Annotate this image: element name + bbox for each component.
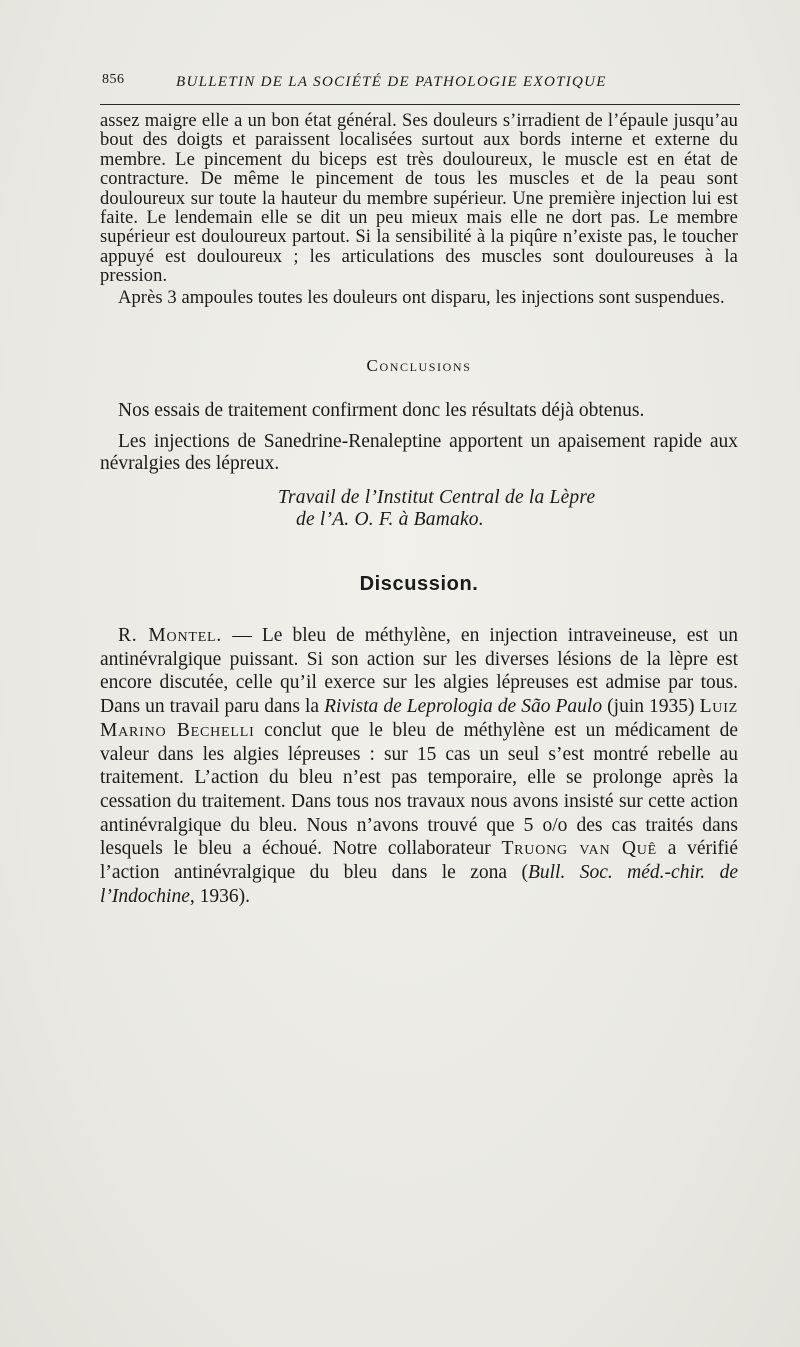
text-segment: (juin 1935) <box>602 696 700 718</box>
author-name: Truong van Quê <box>501 838 658 860</box>
section-heading-conclusions: Conclusions <box>366 356 472 376</box>
text-segment: conclut que le bleu de méthylène est un médicament de valeur dans les algies lépreuses : sur 15 cas un seul s’est montré rebelle au traitement. L’action du bleu n’est pas temporaire, elle se prolonge après la cessation du traitement. Dans tous nos travaux nous avons insisté sur cette action antinévralgique du bleu. Nous n’avons trouvé que 5 o/o des cas traités dans lesquels le bleu a échoué. Notre collaborateur <box>100 719 738 860</box>
section-heading-discussion: Discussion. <box>359 573 479 596</box>
author-name: Luiz Marino Bechelli <box>100 696 739 741</box>
page-number: 856 <box>102 72 125 87</box>
institution-signature <box>100 487 738 531</box>
article-body <box>100 112 738 909</box>
signature-line: de l’A. O. F. à Bamako. <box>296 509 484 531</box>
case-paragraph: Après 3 ampoules toutes les douleurs ont disparu, les injections sont suspendues. <box>118 287 725 308</box>
speaker-name: R. Montel. <box>118 625 223 647</box>
discussion-section <box>100 573 738 908</box>
conclusions-section <box>100 356 738 531</box>
journal-title: Bull. Soc. méd.-chir. de l’Indochine <box>100 862 738 907</box>
text-segment: , 1936). <box>189 885 251 907</box>
discussion-paragraph <box>100 624 738 908</box>
conclusions-paragraph: Nos essais de traitement confirment donc les résultats déjà obtenus. <box>118 400 645 422</box>
journal-title: Rivista de Leprologia de São Paulo <box>324 696 603 718</box>
page-header <box>100 68 740 105</box>
text-segment: — Le bleu de méthylène, en injection intraveineuse, est un antinévralgique puissant. Si son action sur les diverses lésions de la lèpre est encore discutée, celle qu’il exerce sur les algies lépreuses est admise par tous. Dans un travail paru dans la <box>100 625 738 718</box>
case-paragraph: assez maigre elle a un bon état général. Ses douleurs s’irradient de l’épaule jusqu’au bout des doigts et paraissent localisées surtout aux bords interne et externe du membre. Le pincement du biceps est très douloureux, le muscle est en état de contracture. De même le pincement de tous les muscles et de la peau sont douloureux sur toute la hauteur du membre supérieur. Une première injection lui est faite. Le lendemain elle se dit un peu mieux mais elle ne dort pas. Le membre supérieur est douloureux partout. Si la sensibilité à la piqûre n’existe pas, le toucher appuyé est douloureux ; les articulations des muscles sont douloureuses à la pression. <box>100 111 738 287</box>
running-title: BULLETIN DE LA SOCIÉTÉ DE PATHOLOGIE EXOTIQUE <box>176 74 607 90</box>
text-segment: a vérifié l’action antinévralgique du bleu dans le zona ( <box>100 838 738 884</box>
case-report <box>100 112 738 308</box>
signature-line: Travail de l’Institut Central de la Lèpre <box>278 487 596 509</box>
conclusions-paragraph: Les injections de Sanedrine-Renaleptine apportent un apaisement rapide aux névralgies des lépreux. <box>100 431 738 475</box>
